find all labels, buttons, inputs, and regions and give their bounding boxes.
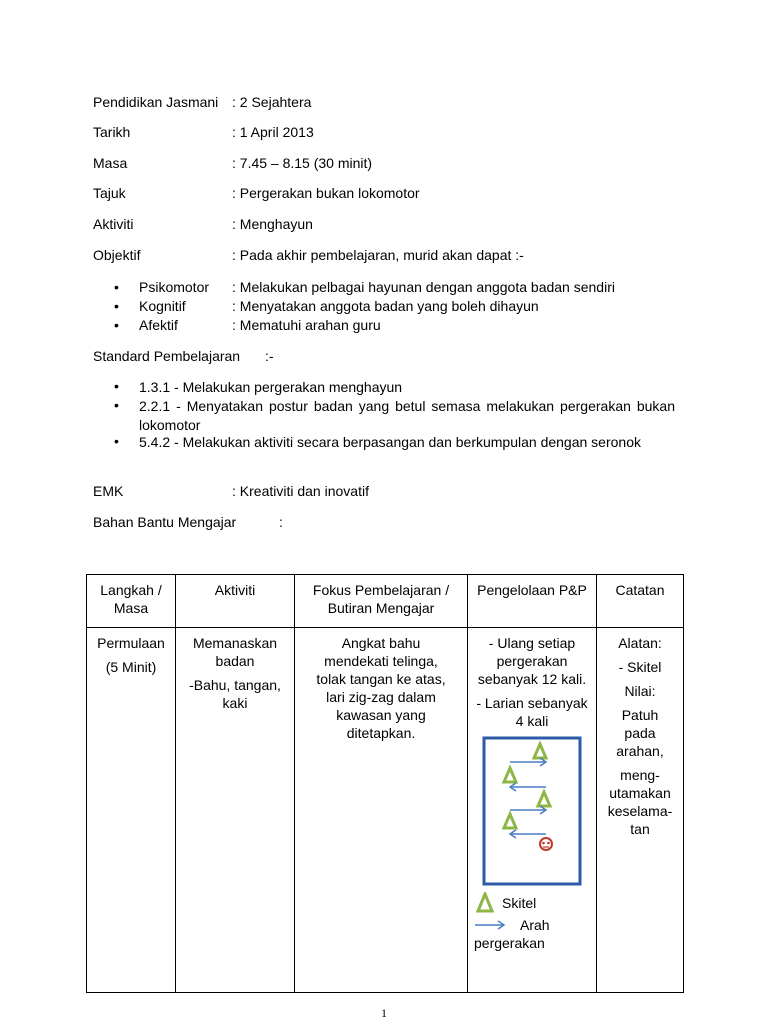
objective-item-value: : Menyatakan anggota badan yang boleh dihayun [232, 298, 539, 314]
date-label: Tarikh [93, 124, 131, 140]
catatan-skitel: - Skitel [618, 659, 662, 675]
cone-icon [504, 768, 516, 782]
bbm-suffix: : [279, 514, 283, 530]
fokus-text: Angkat bahu mendekati telinga, tolak tangan ke atas, lari zig-zag dalam kawasan yang ditetapkan. [316, 635, 446, 741]
table-row [87, 628, 684, 993]
zigzag-diagram [482, 736, 582, 886]
player-icon [540, 838, 552, 850]
objective-item-value: : Mematuhi arahan guru [232, 317, 381, 333]
diagram-legend [474, 892, 590, 952]
emk-value: : Kreativiti dan inovatif [232, 483, 369, 499]
standard-label: Standard Pembelajaran [93, 348, 241, 364]
cone-icon [538, 792, 550, 806]
cone-icon [534, 744, 546, 758]
date-value: : 1 April 2013 [232, 124, 314, 140]
subject-value: : 2 Sejahtera [232, 94, 312, 110]
objective-value: : Pada akhir pembelajaran, murid akan dapat :- [232, 247, 524, 263]
bullet-icon: • [114, 279, 119, 295]
header-catatan: Catatan [597, 575, 684, 628]
standard-item-text: 2.2.1 - Menyatakan postur badan yang betul semasa melakukan pergerakan bukan lokomotor [139, 398, 675, 433]
page-number: 1 [381, 1006, 387, 1020]
langkah-duration: (5 Minit) [105, 659, 157, 675]
langkah-stage: Permulaan [97, 635, 165, 651]
legend-arah [474, 916, 590, 934]
arrow-right-icon [510, 758, 546, 766]
bullet-icon: • [114, 298, 119, 314]
bullet-icon: • [114, 378, 119, 394]
arrow-right-icon [474, 919, 506, 931]
legend-skitel [474, 892, 590, 914]
legend-skitel-label: Skitel [502, 895, 537, 911]
emk-label: EMK [93, 483, 124, 499]
activity-label: Aktiviti [93, 216, 134, 232]
header-langkah: Langkah / Masa [87, 575, 176, 628]
cell-fokus [295, 628, 468, 993]
bullet-icon: • [114, 397, 119, 413]
objective-item-value: : Melakukan pelbagai hayunan dengan anggota badan sendiri [232, 279, 615, 295]
cell-catatan [597, 628, 684, 993]
lesson-table [86, 574, 684, 993]
legend-arah-label: Arah [520, 917, 550, 933]
cell-pengelolaan [468, 628, 597, 993]
standard-item-text: 5.4.2 - Melakukan aktiviti secara berpasangan dan berkumpulan dengan seronok [139, 434, 641, 450]
aktiviti-detail: -Bahu, tangan, kaki [189, 677, 281, 711]
header-aktiviti: Aktiviti [176, 575, 295, 628]
pengelolaan-run: - Larian sebanyak 4 kali [476, 695, 588, 729]
table-header-row [87, 575, 684, 628]
topic-value: : Pergerakan bukan lokomotor [232, 185, 420, 201]
legend-arah-label-cont: pergerakan [474, 935, 545, 951]
bbm-label: Bahan Bantu Mengajar [93, 514, 237, 530]
time-label: Masa [93, 155, 128, 171]
cone-icon [474, 892, 496, 914]
aktiviti-main: Memanaskan badan [192, 635, 278, 669]
objective-item-label: Psikomotor [139, 279, 210, 295]
arrow-right-icon [510, 806, 546, 814]
standard-item-text: 1.3.1 - Melakukan pergerakan menghayun [139, 379, 403, 395]
arrow-left-icon [510, 830, 546, 838]
time-value: : 7.45 – 8.15 (30 minit) [232, 155, 373, 171]
bullet-icon: • [114, 433, 119, 449]
area-boundary [484, 738, 580, 884]
arrow-left-icon [510, 783, 546, 791]
standard-suffix: :- [265, 348, 274, 364]
objective-item-label: Kognitif [139, 298, 186, 314]
bullet-icon: • [114, 317, 119, 333]
objective-label: Objektif [93, 247, 141, 263]
catatan-values: Nilai: [624, 683, 656, 699]
objective-item-label: Afektif [139, 317, 178, 333]
topic-label: Tajuk [93, 185, 126, 201]
cell-langkah [87, 628, 176, 993]
pengelolaan-repeat: - Ulang setiap pergerakan sebanyak 12 kali. [477, 635, 587, 687]
cell-aktiviti [176, 628, 295, 993]
subject-label: Pendidikan Jasmani [93, 94, 219, 110]
catatan-safety: meng-utamakan keselama-tan [607, 767, 673, 837]
header-fokus: Fokus Pembelajaran / Butiran Mengajar [295, 575, 468, 628]
activity-value: : Menghayun [232, 216, 313, 232]
catatan-obey: Patuh pada arahan, [616, 707, 664, 759]
catatan-tools: Alatan: [618, 635, 662, 651]
cone-icon [504, 814, 516, 828]
header-pengelolaan: Pengelolaan P&P [468, 575, 597, 628]
